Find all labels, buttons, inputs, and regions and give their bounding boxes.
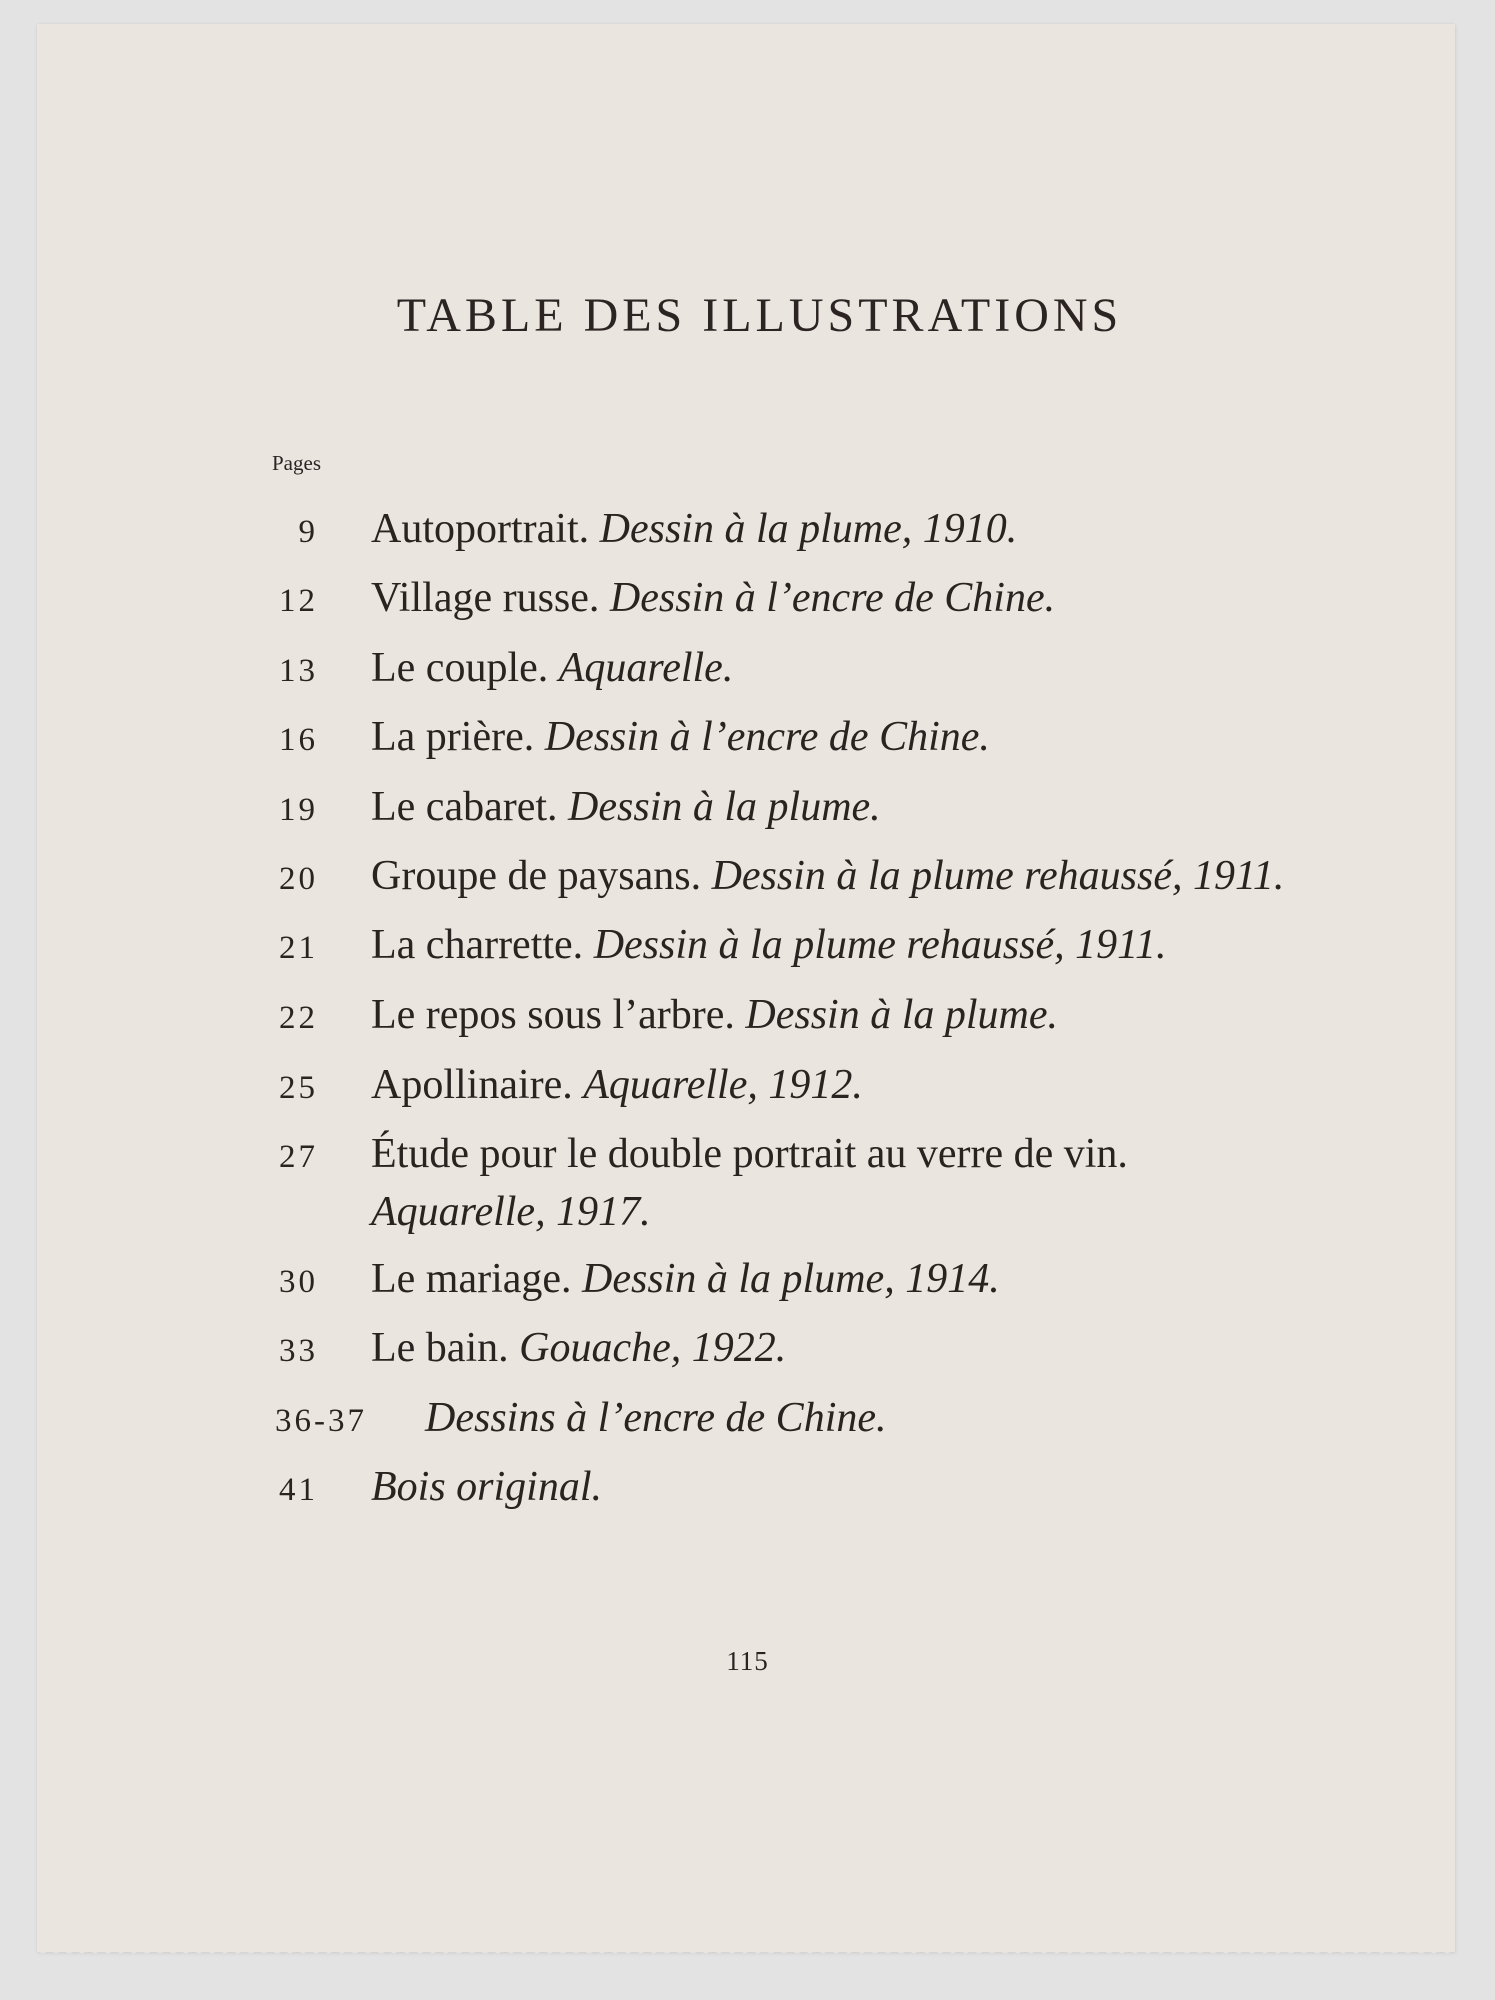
- page-number: 25: [279, 1070, 318, 1106]
- illustration-entry: [371, 786, 881, 828]
- illustration-entry: [425, 1397, 887, 1439]
- page-title: TABLE DES ILLUSTRATIONS: [396, 289, 1123, 342]
- pages-column-label: Pages: [272, 451, 321, 475]
- illustration-medium: Dessin à l’encre de Chine.: [609, 575, 1056, 621]
- list-item: [0, 1131, 1495, 1251]
- list-item: [0, 1395, 1495, 1465]
- illustration-medium: Dessin à la plume rehaussé, 1911.: [593, 922, 1167, 968]
- illustration-entry: [371, 1466, 602, 1508]
- illustration-title: Le cabaret.: [371, 784, 569, 830]
- list-item: [0, 853, 1495, 923]
- illustration-entry: [371, 924, 1166, 966]
- page-number: 33: [279, 1333, 318, 1369]
- list-item: [0, 1256, 1495, 1326]
- illustration-title: Étude pour le double portrait au verre de vin.: [371, 1131, 1128, 1177]
- page-number: 27: [279, 1139, 318, 1175]
- illustration-entry: [371, 1258, 1000, 1300]
- illustration-medium: Dessin à la plume, 1914.: [582, 1256, 1000, 1302]
- illustration-title: Le couple.: [371, 645, 559, 691]
- folio-page-number: 115: [726, 1646, 769, 1676]
- illustration-medium: Dessin à la plume.: [745, 992, 1059, 1038]
- illustration-title: Le repos sous l’arbre.: [371, 992, 746, 1038]
- list-item: [0, 1062, 1495, 1132]
- illustration-title: La charrette.: [371, 922, 594, 968]
- illustration-entry: [371, 994, 1058, 1036]
- page-number: 9: [298, 514, 318, 550]
- illustration-title: Village russe.: [371, 575, 610, 621]
- illustration-entry: [371, 1064, 863, 1106]
- list-item: [0, 784, 1495, 854]
- illustration-title: Autoportrait.: [371, 506, 600, 552]
- illustration-medium: Dessin à l’encre de Chine.: [544, 714, 990, 760]
- illustration-medium: Dessin à la plume, 1910.: [599, 506, 1018, 552]
- illustration-medium: Aquarelle.: [558, 645, 734, 691]
- list-item: [0, 714, 1495, 784]
- illustration-entry: [371, 508, 1017, 550]
- list-item: [0, 992, 1495, 1062]
- illustration-medium: Dessin à la plume rehaussé, 1911.: [711, 853, 1285, 899]
- page-number: 20: [279, 861, 318, 897]
- illustration-medium: Dessins à l’encre de Chine.: [425, 1395, 887, 1441]
- page-number: 22: [279, 1000, 318, 1036]
- illustration-entry: [371, 577, 1055, 619]
- illustration-entry: [371, 855, 1284, 897]
- illustration-entry: [371, 1133, 1128, 1175]
- illustration-title: Groupe de paysans.: [371, 853, 712, 899]
- illustration-medium: Bois original.: [371, 1464, 603, 1510]
- page-number: 21: [279, 930, 318, 966]
- illustration-title: Apollinaire.: [371, 1062, 584, 1108]
- illustration-title: La prière.: [371, 714, 545, 760]
- page-number: 19: [279, 792, 318, 828]
- illustration-medium: Dessin à la plume.: [568, 784, 881, 830]
- list-item: [0, 506, 1495, 576]
- illustration-medium: Gouache, 1922.: [519, 1325, 787, 1371]
- page-number: 41: [279, 1472, 318, 1508]
- illustration-title: Le mariage.: [371, 1256, 583, 1302]
- page-number: 12: [279, 583, 318, 619]
- illustration-medium-continuation: Aquarelle, 1917.: [371, 1189, 651, 1235]
- list-item: [0, 645, 1495, 715]
- illustration-entry: [371, 647, 733, 689]
- page-number: 13: [279, 653, 318, 689]
- page-number: 16: [279, 722, 318, 758]
- illustration-entry: [371, 716, 990, 758]
- page-number: 30: [279, 1264, 318, 1300]
- page-number: 36-37: [275, 1403, 367, 1439]
- illustration-entry: [371, 1327, 786, 1369]
- illustration-medium: Aquarelle, 1912.: [583, 1062, 863, 1108]
- list-item: [0, 1464, 1495, 1534]
- illustration-title: Le bain.: [371, 1325, 520, 1371]
- list-item: [0, 575, 1495, 645]
- list-item: [0, 922, 1495, 992]
- list-item: [0, 1325, 1495, 1395]
